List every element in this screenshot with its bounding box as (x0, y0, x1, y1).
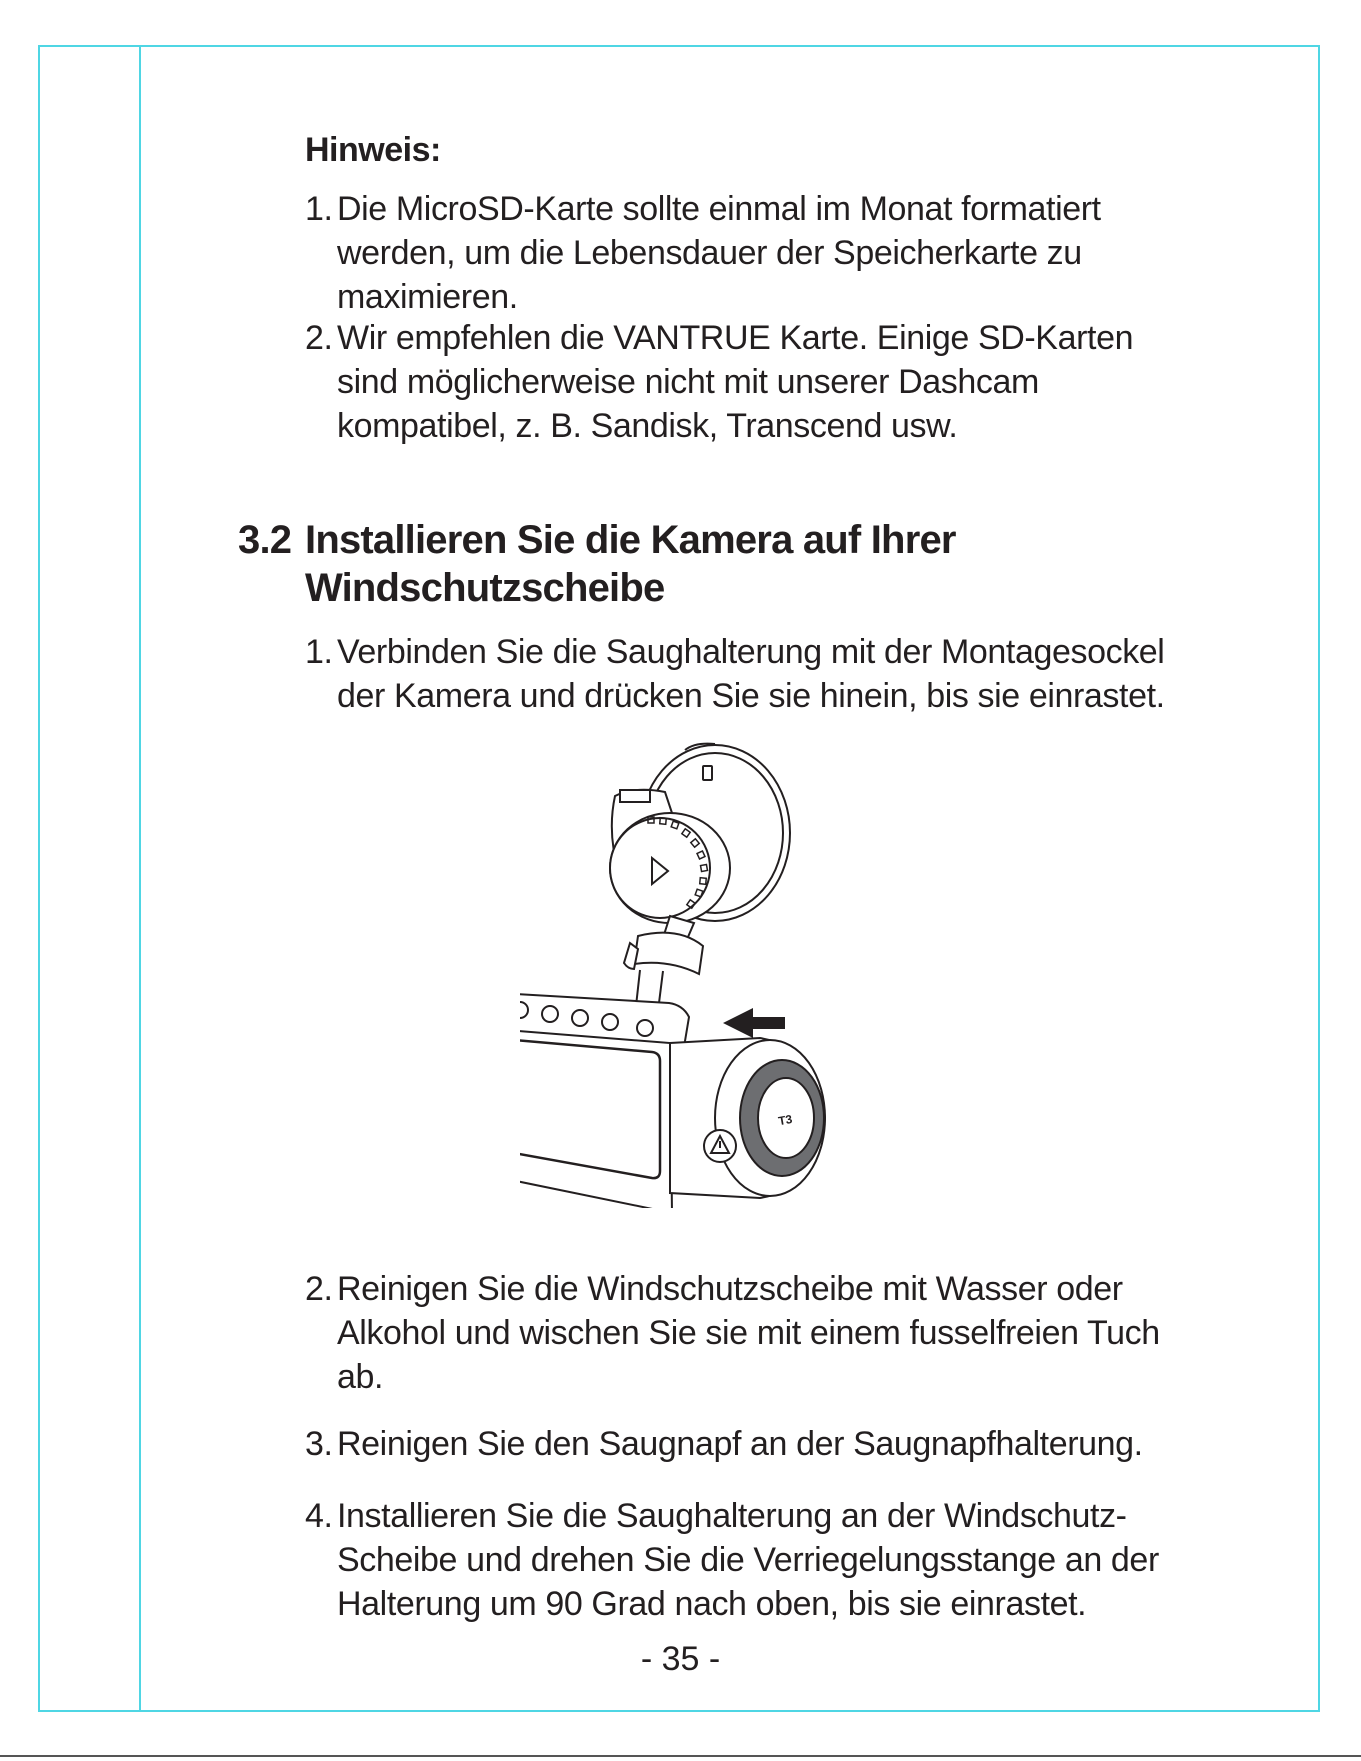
step-line: Halterung um 90 Grad nach oben, bis sie einrastet. (337, 1585, 1087, 1623)
note-item-line: sind möglicherweise nicht mit unserer Dashcam (337, 363, 1039, 401)
section-title-line1: Installieren Sie die Kamera auf Ihrer (305, 518, 956, 562)
note-item-number: 1. (305, 190, 333, 228)
margin-rule (139, 45, 141, 1712)
suction-cup-mount (610, 744, 790, 923)
step-line: ab. (337, 1358, 384, 1396)
bottom-rule (0, 1755, 1361, 1757)
note-item-line: kompatibel, z. B. Sandisk, Transcend usw. (337, 407, 958, 445)
dashcam-mount-illustration (520, 738, 870, 1208)
step-3 (305, 1422, 1305, 1466)
section-number: 3.2 (238, 518, 292, 562)
step-2 (305, 1267, 1305, 1399)
step-line: Alkohol und wischen Sie sie mit einem fusselfreien Tuch (337, 1314, 1160, 1352)
step-number: 2. (305, 1270, 333, 1308)
note-title: Hinweis: (305, 131, 441, 169)
note-item-number: 2. (305, 319, 333, 357)
step-number: 3. (305, 1425, 333, 1463)
step-line: Installieren Sie die Saughalterung an der Windschutz- (337, 1497, 1127, 1535)
step-line: Reinigen Sie den Saugnapf an der Saugnapfhalterung. (337, 1425, 1143, 1463)
step-line: Verbinden Sie die Saughalterung mit der Montagesockel (337, 633, 1165, 671)
note-item-line: werden, um die Lebensdauer der Speicherkarte zu (337, 234, 1082, 272)
page-number: - 35 - (640, 1640, 721, 1678)
step-1 (305, 630, 1305, 718)
step-4 (305, 1494, 1305, 1626)
lens-label: T3 (777, 1111, 794, 1129)
step-line: Scheibe und drehen Sie die Verriegelungsstange an der (337, 1541, 1159, 1579)
note-item-line: Wir empfehlen die VANTRUE Karte. Einige SD-Karten (337, 319, 1134, 357)
step-number: 1. (305, 633, 333, 671)
insert-arrow (723, 1008, 785, 1038)
note-item-line: Die MicroSD-Karte sollte einmal im Monat formatiert (337, 190, 1101, 228)
step-line: der Kamera und drücken Sie sie hinein, bis sie einrastet. (337, 677, 1165, 715)
step-number: 4. (305, 1497, 333, 1535)
note-item-2 (305, 316, 1205, 448)
note-item-line: maximieren. (337, 278, 518, 316)
step-line: Reinigen Sie die Windschutzscheibe mit Wasser oder (337, 1270, 1123, 1308)
note-item-1 (305, 187, 1205, 319)
section-heading (238, 516, 956, 612)
section-title-line2: Windschutzscheibe (305, 566, 665, 610)
